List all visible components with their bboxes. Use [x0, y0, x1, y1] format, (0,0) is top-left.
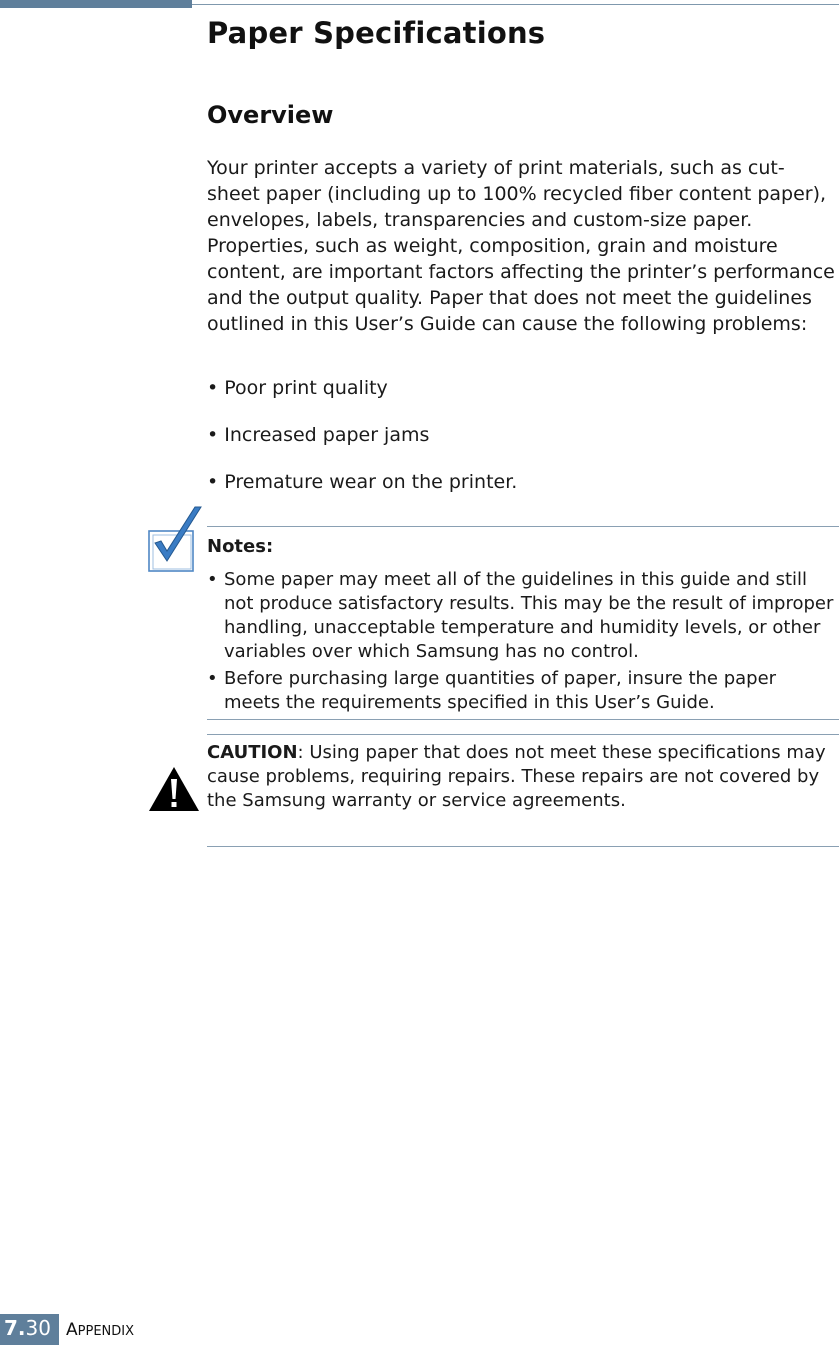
caution-body: : Using paper that does not meet these specifications may cause problems, requiring repairs. These repairs are not covered by the Samsung warranty or service agreements.: [207, 742, 826, 811]
note-text: Some paper may meet all of the guidelines in this guide and still not produce satisfactory results. This may be the result of improper handling, unacceptable temperature and humidity levels, or other variables over which Samsung has no control.: [224, 569, 834, 662]
warning-triangle-icon: [147, 765, 201, 813]
header-rule: [192, 4, 839, 5]
caution-text: [207, 741, 837, 813]
note-item: [207, 667, 837, 715]
note-text: Before purchasing large quantities of paper, insure the paper meets the requirements specified in this User’s Guide.: [224, 668, 777, 713]
header-accent-bar: [0, 0, 192, 8]
chapter-number: 7.: [4, 1316, 26, 1340]
note-bullet: •: [207, 569, 218, 590]
caution-bottom-divider: [207, 846, 839, 847]
footer-section-label: APPENDIX: [66, 1320, 135, 1340]
intro-paragraph: Your printer accepts a variety of print materials, such as cut-sheet paper (including up to 100% recycled fiber content paper), envelopes, labels, transparencies and custom-size paper. Properties, such as weight, composition, grain and moisture content, are important factors affecting the printer’s performance and the output quality. Paper that does not meet the guidelines outlined in this User’s Guide can cause the following problems:: [207, 157, 835, 335]
caution-label: CAUTION: [207, 742, 298, 763]
checkmark-note-icon: [147, 505, 203, 573]
problem-list-item: • Increased paper jams: [207, 424, 430, 446]
notes-heading: Notes:: [207, 536, 274, 557]
caution-top-divider: [207, 734, 839, 735]
page-number-badge: [0, 1314, 59, 1345]
section-heading: Overview: [207, 101, 334, 129]
notes-bottom-divider: [207, 719, 839, 720]
page-title: Paper Specifications: [207, 16, 546, 50]
problem-list-item: • Premature wear on the printer.: [207, 471, 518, 493]
note-bullet: •: [207, 668, 218, 689]
notes-top-divider: [207, 526, 839, 527]
page-number: 30: [25, 1316, 51, 1340]
note-item: [207, 568, 837, 664]
problem-list-item: • Poor print quality: [207, 377, 388, 399]
